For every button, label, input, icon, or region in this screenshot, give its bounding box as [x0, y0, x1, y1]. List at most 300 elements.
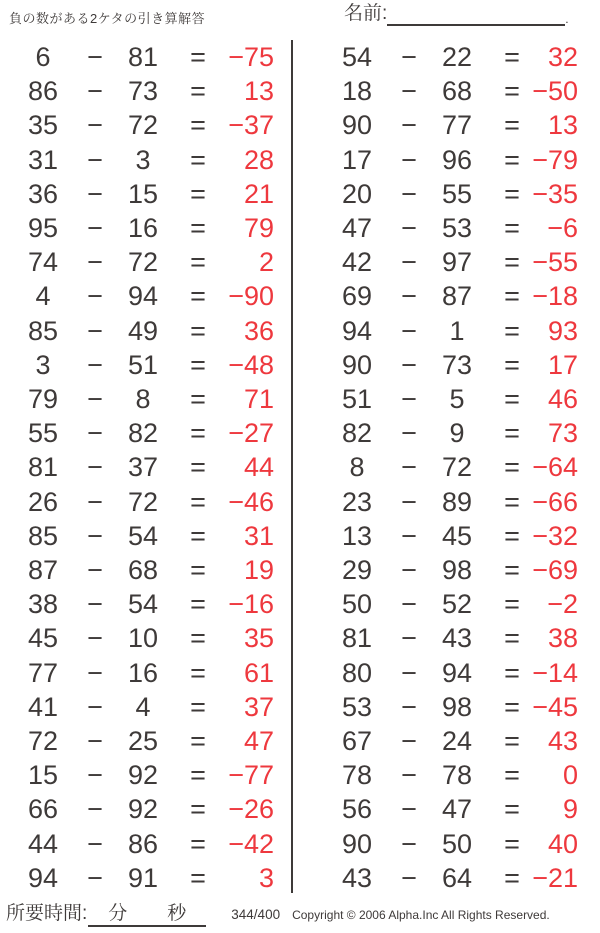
equals-sign: =	[190, 794, 206, 825]
answer-value: −18	[532, 281, 578, 312]
equals-sign: =	[190, 281, 206, 312]
minuend-value: 29	[341, 555, 373, 585]
equals-sign: =	[504, 486, 520, 517]
problem-row	[0, 279, 290, 313]
equals-sign: =	[504, 452, 520, 483]
subtrahend-value: 24	[441, 726, 473, 756]
minus-sign: −	[401, 418, 417, 449]
minus-sign: −	[87, 760, 103, 791]
problem-row	[0, 827, 290, 861]
minus-sign: −	[87, 862, 103, 893]
minus-sign: −	[87, 589, 103, 620]
minus-sign: −	[401, 726, 417, 756]
equals-sign: =	[190, 247, 206, 278]
equals-sign: =	[504, 794, 520, 825]
answer-value: 28	[243, 144, 274, 175]
problems-column-left	[0, 0, 290, 895]
problem-row	[0, 108, 290, 142]
minuend-value: 81	[341, 623, 373, 654]
minuend-value: 4	[35, 281, 51, 312]
subtrahend-value: 98	[441, 691, 473, 722]
answer-value: −35	[532, 178, 578, 209]
minus-sign: −	[401, 691, 417, 722]
problem-row	[0, 245, 290, 279]
minus-sign: −	[87, 42, 103, 72]
minus-sign: −	[87, 315, 103, 346]
subtrahend-value: 73	[441, 349, 473, 380]
copyright-text: Copyright © 2006 Alpha.Inc All Rights Reserved.	[292, 908, 550, 922]
subtrahend-value: 54	[127, 589, 159, 620]
subtrahend-value: 96	[441, 144, 473, 175]
answer-value: 44	[243, 452, 274, 483]
equals-sign: =	[504, 555, 520, 585]
equals-sign: =	[504, 213, 520, 243]
minus-sign: −	[87, 794, 103, 825]
problem-row	[0, 40, 290, 74]
answer-value: 0	[562, 760, 578, 791]
problem-row	[0, 143, 290, 177]
problems-column-right	[314, 0, 600, 895]
minus-sign: −	[87, 247, 103, 278]
minus-sign: −	[401, 144, 417, 175]
answer-value: 47	[243, 726, 274, 756]
answer-value: 40	[547, 828, 578, 859]
problem-row	[0, 861, 290, 895]
column-divider	[291, 40, 293, 893]
answer-value: 71	[243, 384, 274, 414]
problem-row	[314, 792, 600, 826]
equals-sign: =	[504, 657, 520, 688]
minus-sign: −	[401, 657, 417, 688]
subtrahend-value: 51	[127, 349, 159, 380]
subtrahend-value: 3	[135, 144, 151, 175]
equals-sign: =	[504, 384, 520, 414]
answer-value: 19	[243, 555, 274, 585]
minuend-value: 66	[27, 794, 59, 825]
problem-row	[0, 587, 290, 621]
minuend-value: 35	[27, 110, 59, 141]
minuend-value: 17	[341, 144, 373, 175]
answer-value: −16	[228, 589, 274, 620]
answer-value: 35	[243, 623, 274, 654]
answer-value: −69	[532, 555, 578, 585]
minus-sign: −	[87, 520, 103, 551]
answer-value: −21	[532, 862, 578, 893]
minuend-value: 8	[349, 452, 365, 483]
minuend-value: 90	[341, 349, 373, 380]
minuend-value: 47	[341, 213, 373, 243]
problem-row	[314, 690, 600, 724]
minus-sign: −	[401, 42, 417, 72]
answer-value: 61	[243, 657, 274, 688]
problem-row	[314, 553, 600, 587]
minuend-value: 90	[341, 828, 373, 859]
problem-row	[0, 519, 290, 553]
answer-value: 3	[258, 862, 274, 893]
subtrahend-value: 73	[127, 76, 159, 107]
minus-sign: −	[401, 520, 417, 551]
subtrahend-value: 54	[127, 520, 159, 551]
minuend-value: 13	[341, 520, 373, 551]
minus-sign: −	[87, 452, 103, 483]
equals-sign: =	[504, 828, 520, 859]
equals-sign: =	[190, 623, 206, 654]
problem-row	[0, 553, 290, 587]
minuend-value: 55	[27, 418, 59, 449]
problem-row	[0, 621, 290, 655]
problem-row	[0, 758, 290, 792]
problem-row	[0, 792, 290, 826]
minuend-value: 44	[27, 828, 59, 859]
equals-sign: =	[190, 315, 206, 346]
answer-value: −66	[532, 486, 578, 517]
minus-sign: −	[87, 349, 103, 380]
answer-value: −79	[532, 144, 578, 175]
minus-sign: −	[401, 862, 417, 893]
equals-sign: =	[504, 178, 520, 209]
answer-value: −46	[228, 486, 274, 517]
minuend-value: 53	[341, 691, 373, 722]
minus-sign: −	[87, 110, 103, 141]
equals-sign: =	[190, 589, 206, 620]
equals-sign: =	[190, 862, 206, 893]
minuend-value: 78	[341, 760, 373, 791]
answer-value: 38	[547, 623, 578, 654]
subtrahend-value: 55	[441, 178, 473, 209]
minus-sign: −	[401, 213, 417, 243]
minuend-value: 67	[341, 726, 373, 756]
equals-sign: =	[190, 144, 206, 175]
answer-value: −90	[228, 281, 274, 312]
problem-row	[0, 211, 290, 245]
minuend-value: 56	[341, 794, 373, 825]
minus-sign: −	[87, 76, 103, 107]
subtrahend-value: 72	[127, 247, 159, 278]
minus-sign: −	[87, 486, 103, 517]
minus-sign: −	[401, 281, 417, 312]
problem-row	[314, 827, 600, 861]
minus-sign: −	[401, 589, 417, 620]
minuend-value: 51	[341, 384, 373, 414]
problem-row	[0, 177, 290, 211]
problem-row	[314, 621, 600, 655]
minuend-value: 3	[35, 349, 51, 380]
subtrahend-value: 5	[449, 384, 465, 414]
problem-row	[0, 382, 290, 416]
subtrahend-value: 47	[441, 794, 473, 825]
subtrahend-value: 45	[441, 520, 473, 551]
minus-sign: −	[87, 828, 103, 859]
problem-row	[314, 279, 600, 313]
answer-value: 36	[243, 315, 274, 346]
problem-row	[0, 314, 290, 348]
minuend-value: 72	[27, 726, 59, 756]
subtrahend-value: 37	[127, 452, 159, 483]
minuend-value: 79	[27, 384, 59, 414]
minuend-value: 31	[27, 144, 59, 175]
equals-sign: =	[504, 760, 520, 791]
equals-sign: =	[190, 110, 206, 141]
answer-value: −37	[228, 110, 274, 141]
problem-row	[0, 348, 290, 382]
subtrahend-value: 9	[449, 418, 465, 449]
subtrahend-value: 82	[127, 418, 159, 449]
equals-sign: =	[190, 452, 206, 483]
problem-row	[0, 74, 290, 108]
minuend-value: 81	[27, 452, 59, 483]
subtrahend-value: 8	[135, 384, 151, 414]
subtrahend-value: 81	[127, 42, 159, 72]
subtrahend-value: 64	[441, 862, 473, 893]
equals-sign: =	[504, 110, 520, 141]
problem-row	[314, 861, 600, 895]
answer-value: 73	[547, 418, 578, 449]
subtrahend-value: 72	[441, 452, 473, 483]
minus-sign: −	[401, 178, 417, 209]
minuend-value: 77	[27, 657, 59, 688]
minuend-value: 41	[27, 691, 59, 722]
answer-value: −50	[532, 76, 578, 107]
subtrahend-value: 53	[441, 213, 473, 243]
equals-sign: =	[504, 144, 520, 175]
subtrahend-value: 22	[441, 42, 473, 72]
subtrahend-value: 97	[441, 247, 473, 278]
problem-row	[0, 724, 290, 758]
minus-sign: −	[87, 213, 103, 243]
equals-sign: =	[504, 315, 520, 346]
minuend-value: 42	[341, 247, 373, 278]
minuend-value: 90	[341, 110, 373, 141]
equals-sign: =	[190, 520, 206, 551]
problem-row	[314, 143, 600, 177]
problem-row	[314, 587, 600, 621]
answer-value: 9	[562, 794, 578, 825]
minus-sign: −	[401, 384, 417, 414]
minus-sign: −	[401, 760, 417, 791]
minuend-value: 26	[27, 486, 59, 517]
answer-value: −27	[228, 418, 274, 449]
minuend-value: 86	[27, 76, 59, 107]
minuend-value: 18	[341, 76, 373, 107]
equals-sign: =	[190, 828, 206, 859]
minus-sign: −	[87, 281, 103, 312]
subtrahend-value: 10	[127, 623, 159, 654]
minuend-value: 20	[341, 178, 373, 209]
problem-row	[314, 40, 600, 74]
problem-row	[314, 656, 600, 690]
minus-sign: −	[401, 315, 417, 346]
problem-row	[314, 485, 600, 519]
subtrahend-value: 16	[127, 213, 159, 243]
footer	[6, 898, 598, 927]
subtrahend-value: 78	[441, 760, 473, 791]
equals-sign: =	[190, 691, 206, 722]
page-indicator: 344/400	[231, 907, 281, 922]
answer-value: 93	[547, 315, 578, 346]
minus-sign: −	[401, 828, 417, 859]
problem-row	[314, 108, 600, 142]
problem-row	[314, 177, 600, 211]
subtrahend-value: 68	[127, 555, 159, 585]
minuend-value: 87	[27, 555, 59, 585]
minuend-value: 95	[27, 213, 59, 243]
answer-value: −77	[228, 760, 274, 791]
minus-sign: −	[401, 76, 417, 107]
minus-sign: −	[87, 555, 103, 585]
minuend-value: 45	[27, 623, 59, 654]
minus-sign: −	[87, 691, 103, 722]
subtrahend-value: 94	[441, 657, 473, 688]
subtrahend-value: 87	[441, 281, 473, 312]
subtrahend-value: 72	[127, 486, 159, 517]
equals-sign: =	[504, 281, 520, 312]
minuend-value: 43	[341, 862, 373, 893]
minus-sign: −	[401, 486, 417, 517]
answer-value: 79	[243, 213, 274, 243]
equals-sign: =	[190, 213, 206, 243]
minuend-value: 85	[27, 520, 59, 551]
equals-sign: =	[504, 862, 520, 893]
answer-value: −75	[228, 42, 274, 72]
answer-value: 13	[243, 76, 274, 107]
minus-sign: −	[87, 623, 103, 654]
answer-value: 13	[547, 110, 578, 141]
equals-sign: =	[504, 42, 520, 72]
answer-value: −64	[532, 452, 578, 483]
minuend-value: 82	[341, 418, 373, 449]
subtrahend-value: 50	[441, 828, 473, 859]
problem-row	[314, 758, 600, 792]
minus-sign: −	[401, 110, 417, 141]
subtrahend-value: 92	[127, 760, 159, 791]
minus-sign: −	[401, 794, 417, 825]
minuend-value: 23	[341, 486, 373, 517]
equals-sign: =	[190, 726, 206, 756]
problem-row	[314, 348, 600, 382]
problem-row	[0, 656, 290, 690]
answer-value: 17	[547, 349, 578, 380]
minus-sign: −	[401, 452, 417, 483]
subtrahend-value: 4	[135, 691, 151, 722]
equals-sign: =	[190, 555, 206, 585]
problem-row	[314, 245, 600, 279]
equals-sign: =	[504, 726, 520, 756]
problem-row	[314, 74, 600, 108]
answer-value: −26	[228, 794, 274, 825]
equals-sign: =	[190, 657, 206, 688]
minus-sign: −	[87, 178, 103, 209]
problem-row	[314, 416, 600, 450]
equals-sign: =	[190, 76, 206, 107]
problem-row	[314, 724, 600, 758]
problem-row	[314, 450, 600, 484]
subtrahend-value: 1	[449, 315, 465, 346]
minuend-value: 38	[27, 589, 59, 620]
subtrahend-value: 92	[127, 794, 159, 825]
equals-sign: =	[504, 589, 520, 620]
answer-value: −14	[532, 657, 578, 688]
equals-sign: =	[504, 247, 520, 278]
answer-value: −42	[228, 828, 274, 859]
subtrahend-value: 86	[127, 828, 159, 859]
equals-sign: =	[190, 760, 206, 791]
minuend-value: 6	[35, 42, 51, 72]
minus-sign: −	[401, 555, 417, 585]
subtrahend-value: 16	[127, 657, 159, 688]
answer-value: −32	[532, 520, 578, 551]
minus-sign: −	[87, 418, 103, 449]
minuend-value: 50	[341, 589, 373, 620]
answer-value: 31	[243, 520, 274, 551]
problem-row	[314, 519, 600, 553]
answer-value: 37	[243, 691, 274, 722]
answer-value: −2	[547, 589, 578, 620]
subtrahend-value: 25	[127, 726, 159, 756]
equals-sign: =	[190, 178, 206, 209]
problem-row	[314, 314, 600, 348]
minuend-value: 80	[341, 657, 373, 688]
seconds-label: 秒	[167, 903, 187, 924]
answer-value: 32	[547, 42, 578, 72]
answer-value: −45	[532, 691, 578, 722]
minuend-value: 15	[27, 760, 59, 791]
subtrahend-value: 15	[127, 178, 159, 209]
subtrahend-value: 89	[441, 486, 473, 517]
subtrahend-value: 68	[441, 76, 473, 107]
subtrahend-value: 49	[127, 315, 159, 346]
answer-value: −48	[228, 349, 274, 380]
name-label: 名前:	[344, 3, 388, 24]
equals-sign: =	[504, 76, 520, 107]
minus-sign: −	[401, 247, 417, 278]
equals-sign: =	[504, 349, 520, 380]
equals-sign: =	[190, 349, 206, 380]
subtrahend-value: 94	[127, 281, 159, 312]
problem-row	[0, 485, 290, 519]
equals-sign: =	[504, 623, 520, 654]
answer-value: −6	[547, 213, 578, 243]
minuend-value: 69	[341, 281, 373, 312]
minus-sign: −	[401, 349, 417, 380]
subtrahend-value: 72	[127, 110, 159, 141]
minus-sign: −	[87, 384, 103, 414]
problem-row	[0, 450, 290, 484]
minus-sign: −	[87, 726, 103, 756]
time-required-label: 所要時間:	[6, 903, 88, 924]
equals-sign: =	[504, 691, 520, 722]
answer-value: 2	[258, 247, 274, 278]
equals-sign: =	[190, 384, 206, 414]
subtrahend-value: 98	[441, 555, 473, 585]
equals-sign: =	[504, 520, 520, 551]
problem-row	[314, 382, 600, 416]
time-entry-underline	[88, 898, 206, 927]
equals-sign: =	[190, 418, 206, 449]
minuend-value: 94	[341, 315, 373, 346]
subtrahend-value: 43	[441, 623, 473, 654]
minus-sign: −	[87, 657, 103, 688]
minuend-value: 36	[27, 178, 59, 209]
subtrahend-value: 91	[127, 862, 159, 893]
answer-value: −55	[532, 247, 578, 278]
minutes-label: 分	[108, 903, 128, 924]
worksheet-title: 負の数がある2ケタの引き算解答	[9, 11, 206, 26]
answer-value: 46	[547, 384, 578, 414]
answer-value: 21	[243, 178, 274, 209]
problem-row	[314, 211, 600, 245]
minuend-value: 74	[27, 247, 59, 278]
problem-row	[0, 416, 290, 450]
